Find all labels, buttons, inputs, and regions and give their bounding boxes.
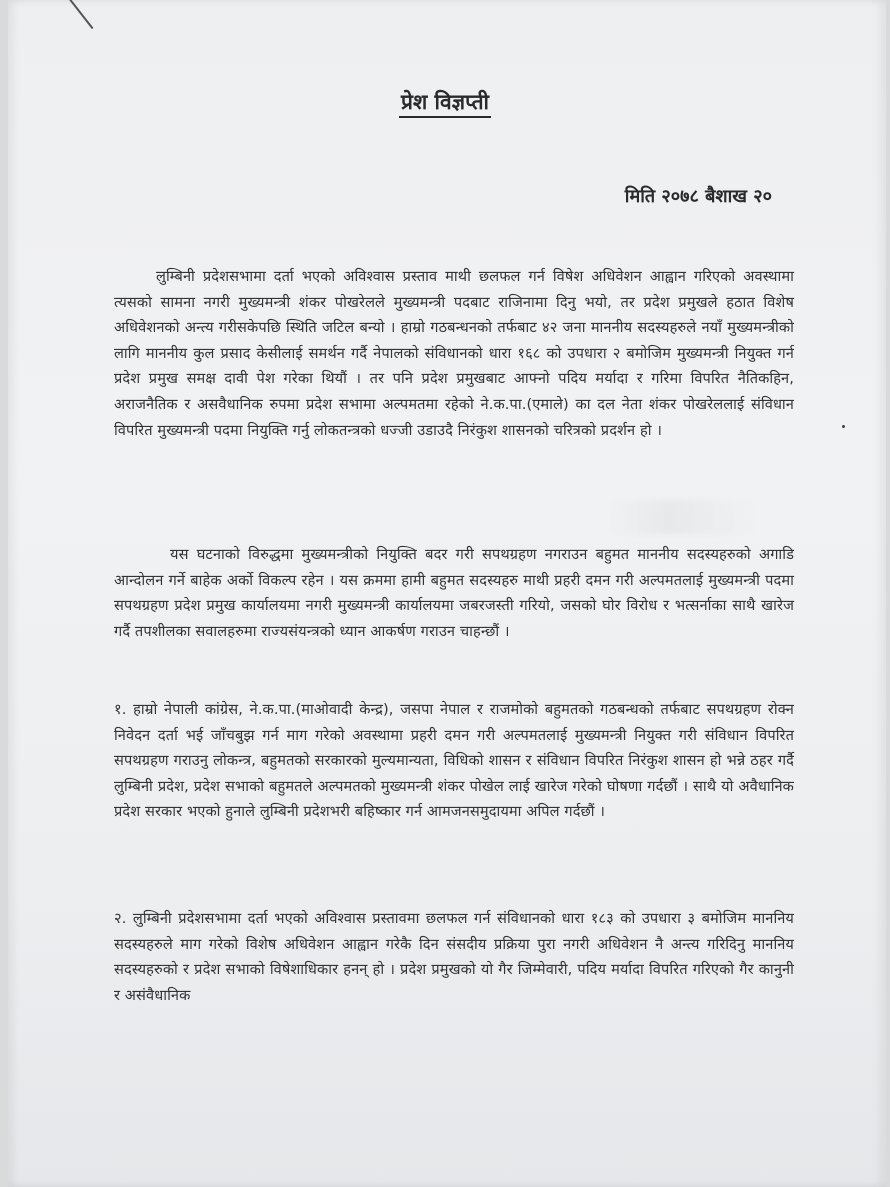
show-through-trace (608, 500, 758, 534)
ink-dot (842, 425, 845, 428)
document-title-wrapper (0, 88, 890, 116)
document-date: मिति २०७८ बैशाख २० (624, 186, 772, 207)
paragraph-intro: लुम्बिनी प्रदेशसभामा दर्ता भएको अविश्वास प्रस्ताव माथी छलफल गर्न विषेश अधिवेशन आह्वान गरिएको अवस्थामा त्यसको सामना नगरी मुख्यमन्त्री शंकर पोखरेलले मुख्यमन्त्री पदबाट राजिनामा दिनु भयो, तर प्रदेश प्रमुखले हठात विशेष अधिवेशनको अन्त्य गरीसकेपछि स्थिति जटिल बन्यो । हाम्रो गठबन्धनको तर्फबाट ४२ जना माननीय सदस्यहरुले नयाँ मुख्यमन्त्रीको लागि माननीय कुल प्रसाद केसीलाई समर्थन गर्दै नेपालको संविधानको धारा १६८ को उपधारा २ बमोजिम मुख्यमन्त्री नियुक्त गर्न प्रदेश प्रमुख समक्ष दावी पेश गरेका थियौं । तर पनि प्रदेश प्रमुखबाट आफ्नो पदिय मर्यादा र गरिमा विपरित नैतिकहिन, अराजनैतिक र असवैधानिक रुपमा प्रदेश सभामा अल्पमतमा रहेको ने.क.पा.(एमाले) का दल नेता शंकर पोखरेललाई संविधान विपरित मुख्यमन्त्री पदमा नियुक्ति गर्नु लोकतन्त्रको धज्जी उडाउदै निरंकुश शासनको चरित्रको प्रदर्शन हो । (114, 268, 794, 439)
paragraph-point-1: १. हाम्रो नेपाली कांग्रेस, ने.क.पा.(माओवादी केन्द्र), जसपा नेपाल र राजमोको बहुमतको गठबन्धको तर्फबाट सपथग्रहण रोक्न निवेदन दर्ता भई जाँचबुझ गर्न माग गरेको अवस्थामा प्रहरी दमन गरी अल्पमतलाई मुख्यमन्त्री नियुक्त गरी संविधान विपरित सपथग्रहण गराउनु लोकन्त्र, बहुमतको सरकारको मुल्यमान्यता, विधिको शासन र संविधान विपरित निरंकुश शासन हो भन्ने ठहर गर्दै लुम्बिनी प्रदेश, प्रदेश सभाको बहुमतले अल्पमतको मुख्यमन्त्री शंकर पोखेल लाई खारेज गरेको घोषणा गर्दछौं । साथै यो अवैधानिक प्रदेश सरकार भएको हुनाले लुम्बिनी प्रदेशभरी बहिष्कार गर्न आमजनसमुदायमा अपिल गर्दछौं । (114, 701, 794, 821)
paragraph-point-2: २. लुम्बिनी प्रदेशसभामा दर्ता भएको अविश्वास प्रस्तावमा छलफल गर्न संविधानको धारा १८३ को उपधारा ३ बमोजिम माननिय सदस्यहरुले माग गरेको विशेष अधिवेशन आह्वान गरेकै दिन संसदीय प्रक्रिया पुरा नगरी अधिवेशन नै अन्त्य गरिदिनु माननिय सदस्यहरुको र प्रदेश सभाको विषेशाधिकार हनन् हो । प्रदेश प्रमुखको यो गैर जिम्मेवारी, पदिय मर्यादा विपरित गरिएको गैर कानुनी र असंवैधानिक (114, 910, 794, 1004)
pen-mark (66, 0, 93, 29)
document-title: प्रेश विज्ञप्ती (399, 90, 491, 118)
paragraph-protest: यस घटनाको विरुद्धमा मुख्यमन्त्रीको नियुक्ति बदर गरी सपथग्रहण नगराउन बहुमत माननीय सदस्यहरुको अगाडि आन्दोलन गर्ने बाहेक अर्को विकल्प रहेन । यस क्रममा हामी बहुमत सदस्यहरु माथी प्रहरी दमन गरी अल्पमतलाई मुख्यमन्त्री पदमा सपथग्रहण प्रदेश प्रमुख कार्यालयमा नगरी मुख्यमन्त्री कार्यालयमा जबरजस्ती गरियो, जसको घोर विरोध र भत्सर्नाका साथै खारेज गर्दै तपशीलका सवालहरुमा राज्यसंयन्त्रको ध्यान आकर्षण गराउन चाहन्छौं । (114, 546, 794, 640)
